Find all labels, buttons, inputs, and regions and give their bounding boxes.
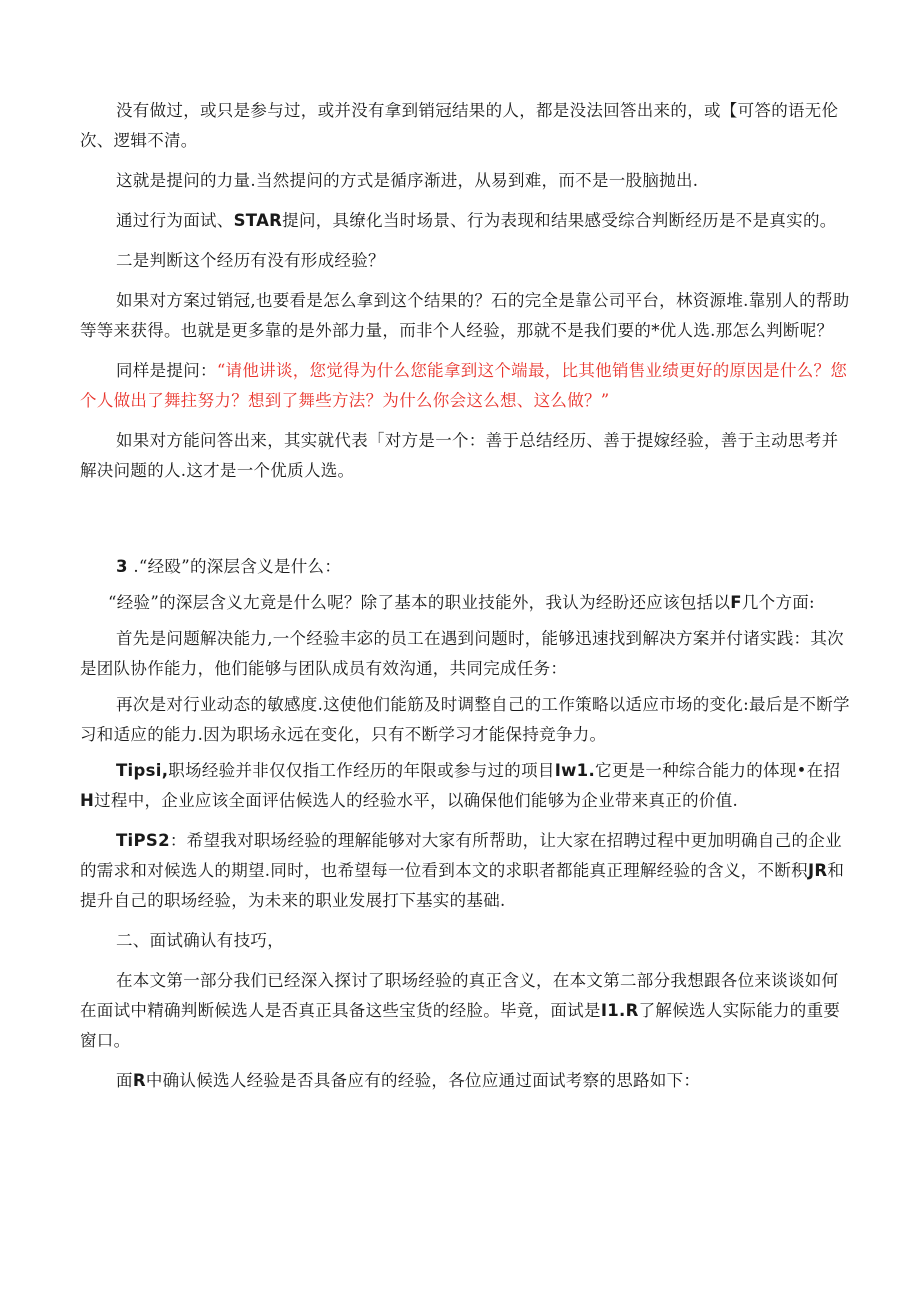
section-heading-text: .“经殴”的深层含义是什么： bbox=[127, 557, 342, 576]
paragraph-9 bbox=[80, 588, 850, 618]
paragraph-9-post: 几个方面: bbox=[741, 593, 815, 612]
paragraph-15-post: 了解候选人实际能力的重要窗口。 bbox=[80, 1001, 841, 1050]
section-number: 3 bbox=[116, 557, 128, 576]
section-heading-3 bbox=[80, 552, 850, 582]
paragraph-1: 没有做过，或只是参与过，或并没有拿到销冠结果的人，都是没法回答出来的，或【可答的语无伦次、逻辑不清。 bbox=[80, 101, 839, 150]
paragraph-3 bbox=[80, 206, 850, 236]
tips-1 bbox=[80, 756, 850, 816]
paragraph-4: 二是判断这个经历有没有形成经验？ bbox=[116, 251, 385, 270]
tips-2 bbox=[80, 826, 850, 916]
paragraph-3-pre: 通过行为面试、 bbox=[116, 211, 234, 230]
tips-2-bold-2: JR bbox=[807, 861, 828, 880]
paragraph-10: 首先是问题解决能力,一个经验丰宓的员工在遇到问题时，能够迅速找到解决方案并付诸实践：其次是团队协作能力，他们能够与团队成员有效沟通，共同完成任务： bbox=[80, 629, 844, 678]
paragraph-7: 如果对方能问答出来，其实就代表「对方是一个：善于总结经历、善于提嫁经验，善于主动思考并解决问题的人.这才是一个优质人选。 bbox=[80, 431, 839, 480]
tips-1-label: Tipsi, bbox=[116, 761, 169, 780]
tips-2-post: 和提升自己的职场经验，为未来的职业发展打下基实的基础. bbox=[80, 861, 845, 910]
tips-2-mid: ：希望我对职场经验的理解能够对大家有所帮助，让大家在招聘过程中更加明确自己的企业的需求和对候选人的期望.同时，也希望每一位看到本文的求职者都能真正理解经验的含义，不断积 bbox=[80, 831, 842, 880]
paragraph-16-bold: R bbox=[132, 1071, 146, 1090]
paragraph-9-pre: “经验”的深层含义尢竟是什么呢？除了基本的职业技能外，我认为经盼还应该包括以 bbox=[108, 593, 731, 612]
paragraph-15-pre: 在本文第一部分我们已经深入探讨了职场经验的真正含义，在本文第二部分我想跟各位来谈谈如何在面试中精确判断候选人是否真正具备这些宝货的经脸。毕竟，面试是 bbox=[80, 971, 839, 1020]
tips-1-bold-2: Iw1. bbox=[554, 761, 596, 780]
tips-1-post: 过程中，企业应该全面评估候选人的经验水平，以确保他们能够为企业带来真正的价值. bbox=[94, 791, 739, 810]
star-term: STAR bbox=[233, 211, 283, 230]
paragraph-16-post: 中确认候选人经验是否具备应有的经验，各位应通过面试考察的思路如下： bbox=[145, 1071, 701, 1090]
paragraph-15 bbox=[80, 966, 850, 1056]
paragraph-16 bbox=[80, 1066, 850, 1096]
section-heading-2: 二、面试确认有技巧， bbox=[116, 931, 284, 950]
document-page bbox=[80, 96, 850, 1096]
paragraph-16-pre: 面 bbox=[116, 1071, 133, 1090]
paragraph-15-bold: I1.R bbox=[600, 1001, 639, 1020]
paragraph-3-post: 提问，具缭化当时场景、行为表现和结果感受综合判断经历是不是真实的。 bbox=[282, 211, 837, 230]
paragraph-2: 这就是提问的力量.当然提问的方式是循序渐进，从易到难，而不是一股脑抛出. bbox=[116, 171, 699, 190]
paragraph-6-pre: 同样是提问： bbox=[116, 361, 217, 380]
red-question-text: “请他讲谈，您觉得为什么您能拿到这个端最，比其他销售业绩更好的原因是什么？您个人做出了舞拄努力？想到了舞些方法？为什么你会这么想、这么做？” bbox=[80, 361, 848, 410]
tips-1-mid-2: 它更是一种综合能力的体现•在招 bbox=[595, 761, 841, 780]
tips-1-bold-3: H bbox=[80, 791, 95, 810]
tips-2-label: TiPS2 bbox=[116, 831, 170, 850]
paragraph-6 bbox=[80, 356, 850, 416]
tips-1-mid: 职场经验并非仅仅指工作经历的年限或参与过的项目 bbox=[168, 761, 555, 780]
paragraph-5: 如果对方案过销冠,也要看是怎么拿到这个结果的？石的完全是靠公司平台，林资源堆.靠别人的帮助等等来获得。也就是更多靠的是外部力量，而非个人经验，那就不是我们要的*优人选.那怎么判断呢？ bbox=[80, 291, 850, 340]
paragraph-9-bold: F bbox=[730, 593, 742, 612]
paragraph-11: 再次是对行业动态的敏感度.这使他们能筋及时调整自己的工作策略以适应市场的变化:最后是不断学习和适应的能力.因为职场永远在变化，只有不断学习才能保持竞争力。 bbox=[80, 695, 850, 744]
